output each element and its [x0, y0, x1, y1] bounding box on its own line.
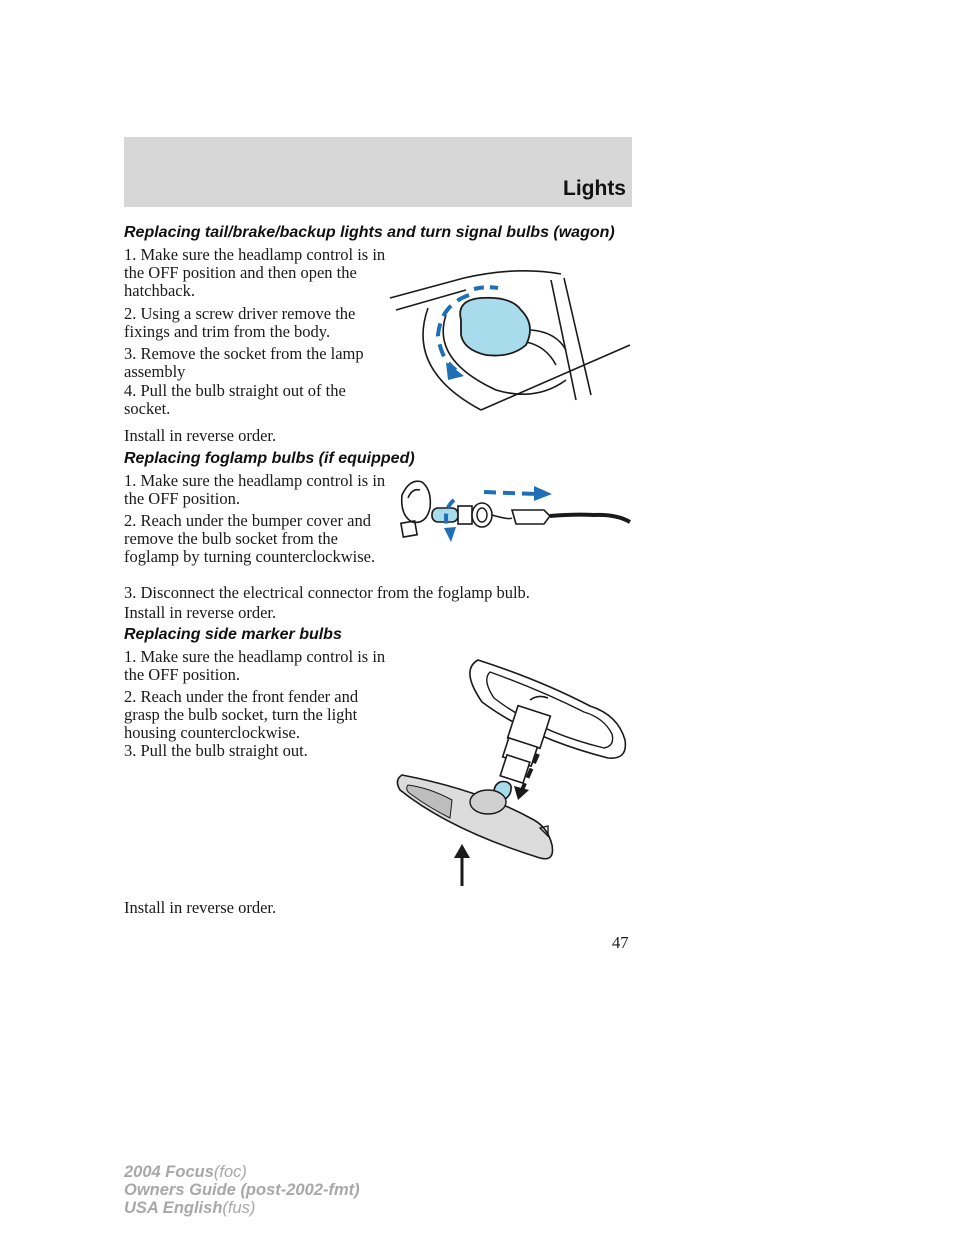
foglamp-step-3: 3. Disconnect the electrical connector from the foglamp bulb.	[124, 583, 530, 602]
footer-model-code: (foc)	[213, 1163, 247, 1181]
tail-lights-step-2: 2. Using a screw driver remove the fixings and trim from the body.	[124, 304, 356, 341]
side-marker-step-1: 1. Make sure the headlamp control is in the OFF position.	[124, 647, 386, 684]
footer-language: USA English	[124, 1199, 223, 1217]
side-marker-heading: Replacing side marker bulbs	[124, 626, 342, 643]
tail-lights-step-4: 4. Pull the bulb straight out of the socket.	[124, 381, 346, 418]
tail-lamp-socket-diagram	[386, 250, 634, 415]
section-header-band	[124, 137, 632, 207]
footer-edition-info	[124, 1163, 360, 1217]
foglamp-bulb-diagram	[394, 470, 638, 550]
tail-lights-heading: Replacing tail/brake/backup lights and turn signal bulbs (wagon)	[124, 224, 615, 241]
foglamp-step-2: 2. Reach under the bumper cover and remove the bulb socket from the foglamp by turning counterclockwise.	[124, 511, 376, 566]
foglamp-heading: Replacing foglamp bulbs (if equipped)	[124, 450, 415, 467]
side-marker-step-3: 3. Pull the bulb straight out.	[124, 741, 308, 760]
footer-guide-title: Owners Guide (post-2002-fmt)	[124, 1181, 360, 1199]
side-marker-closing: Install in reverse order.	[124, 898, 277, 917]
footer-language-code: (fus)	[222, 1199, 256, 1217]
foglamp-step-1: 1. Make sure the headlamp control is in the OFF position.	[124, 471, 386, 508]
page-number: 47	[612, 933, 629, 952]
tail-lights-step-1: 1. Make sure the headlamp control is in the OFF position and then open the hatchback.	[124, 245, 386, 300]
footer-model: 2004 Focus	[124, 1163, 214, 1181]
section-title: Lights	[563, 177, 626, 200]
side-marker-step-2: 2. Reach under the front fender and grasp the bulb socket, turn the light housing counterclockwise.	[124, 687, 359, 742]
tail-lights-step-3: 3. Remove the socket from the lamp assembly	[124, 344, 364, 381]
foglamp-closing: Install in reverse order.	[124, 603, 277, 622]
tail-lights-closing: Install in reverse order.	[124, 426, 277, 445]
side-marker-bulb-diagram	[390, 650, 635, 895]
